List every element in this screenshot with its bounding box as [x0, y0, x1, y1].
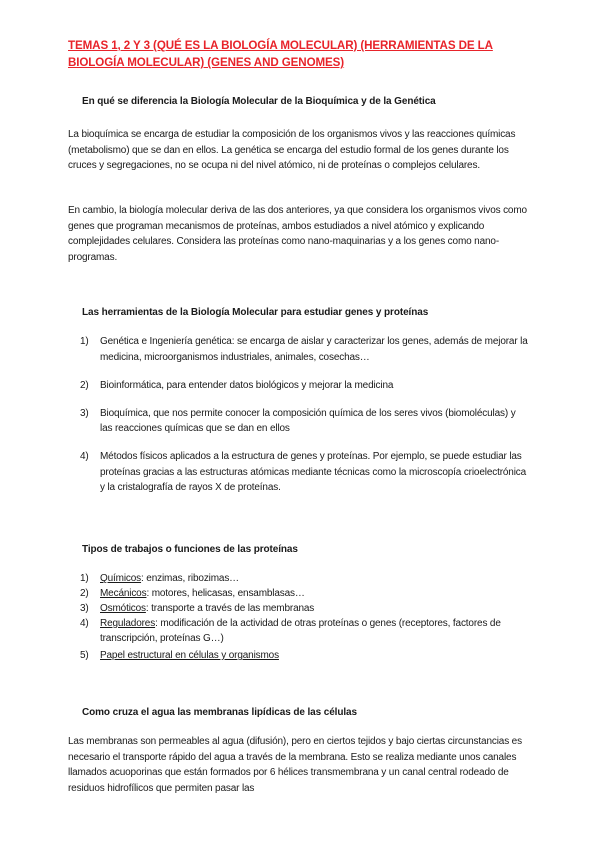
paragraph-biologia-molecular: En cambio, la biología molecular deriva de las dos anteriores, ya que considera los organismos vivos como genes que programan mecanismos de proteínas, ambos estudiados a nivel atómico y explicando complejidades celulares. Considera las proteínas como nano-maquinarias y a los genes como nano-programas.	[68, 205, 527, 263]
list-item-number: 2)	[80, 588, 89, 599]
list-item	[80, 571, 530, 586]
list-item-number: 5)	[80, 650, 89, 661]
protein-functions-list	[80, 571, 530, 663]
section-heading-tools: Las herramientas de la Biología Molecular para estudiar genes y proteínas	[82, 307, 429, 318]
list-item-number: 4)	[80, 451, 89, 462]
tools-list	[80, 334, 530, 508]
function-term: Reguladores	[100, 618, 156, 629]
list-item	[80, 601, 530, 616]
function-term: Osmóticos	[100, 603, 146, 614]
list-item-number: 2)	[80, 379, 89, 391]
paragraph-acuoporinas: Las membranas son permeables al agua (difusión), pero en ciertos tejidos y bajo ciertas circunstancias es necesario el transporte rápido del agua a través de la membrana. Esto se realiza mediante unos canales llamados acuoporinas que están formados por 6 hélices transmembrana y un canal central rodeado de residuos hidrofílicos que permiten pasar las	[68, 736, 522, 794]
list-item-number: 1)	[80, 573, 89, 584]
list-item	[80, 449, 530, 496]
document-title: TEMAS 1, 2 Y 3 (QUÉ ES LA BIOLOGÍA MOLECULAR) (HERRAMIENTAS DE LA BIOLOGÍA MOLECULAR) (GENES AND GENOMES)	[68, 39, 493, 69]
function-term: Mecánicos	[100, 588, 147, 599]
list-item-text: Bioinformática, para entender datos biológicos y mejorar la medicina	[100, 379, 394, 391]
list-item-text: Métodos físicos aplicados a la estructura de genes y proteínas. Por ejemplo, se puede estudiar las proteínas gracias a las estructuras atómicas mediante técnicas como la microscopía crioelectrónica y la cristalografía de rayos X de proteínas.	[100, 451, 527, 493]
list-item	[80, 334, 530, 365]
list-item-number: 4)	[80, 618, 89, 629]
function-term: Papel estructural en células y organismos	[100, 650, 279, 661]
function-description: : transporte a través de las membranas	[145, 603, 315, 614]
list-item-text: Bioquímica, que nos permite conocer la composición química de los seres vivos (biomoléculas) y las reacciones químicas que se dan en ellos	[100, 407, 516, 434]
function-description: : motores, helicasas, ensamblasas…	[146, 588, 305, 599]
list-item-number: 3)	[80, 407, 89, 419]
list-item	[80, 616, 530, 646]
list-item	[80, 406, 530, 437]
section-heading-protein-functions: Tipos de trabajos o funciones de las proteínas	[82, 544, 298, 555]
list-item	[80, 378, 530, 394]
function-description: : enzimas, ribozimas…	[141, 573, 240, 584]
list-item-text: Genética e Ingeniería genética: se encarga de aislar y caracterizar los genes, además de mejorar la medicina, microorganismos industriales, animales, cosechas…	[100, 336, 528, 363]
section-heading-water-membranes: Como cruza el agua las membranas lipídicas de las células	[82, 707, 357, 718]
list-item-number: 3)	[80, 603, 89, 614]
function-description: : modificación de la actividad de otras proteínas o genes (receptores, factores de transcripción, proteínas G…)	[100, 618, 501, 644]
list-item-number: 1)	[80, 336, 89, 347]
list-item	[80, 648, 530, 663]
function-term: Químicos	[100, 573, 142, 584]
section-heading-differences: En qué se diferencia la Biología Molecular de la Bioquímica y de la Genética	[82, 96, 436, 107]
list-item	[80, 586, 530, 601]
paragraph-bioquimica-genetica: La bioquímica se encarga de estudiar la composición de los organismos vivos y las reacciones químicas (metabolismo) que se dan en ellos. La genética se encarga del estudio formal de los genes durante los cruces y segregaciones, no se ocupa ni del nivel atómico, ni de proteínas o complejos celulares.	[68, 129, 516, 171]
